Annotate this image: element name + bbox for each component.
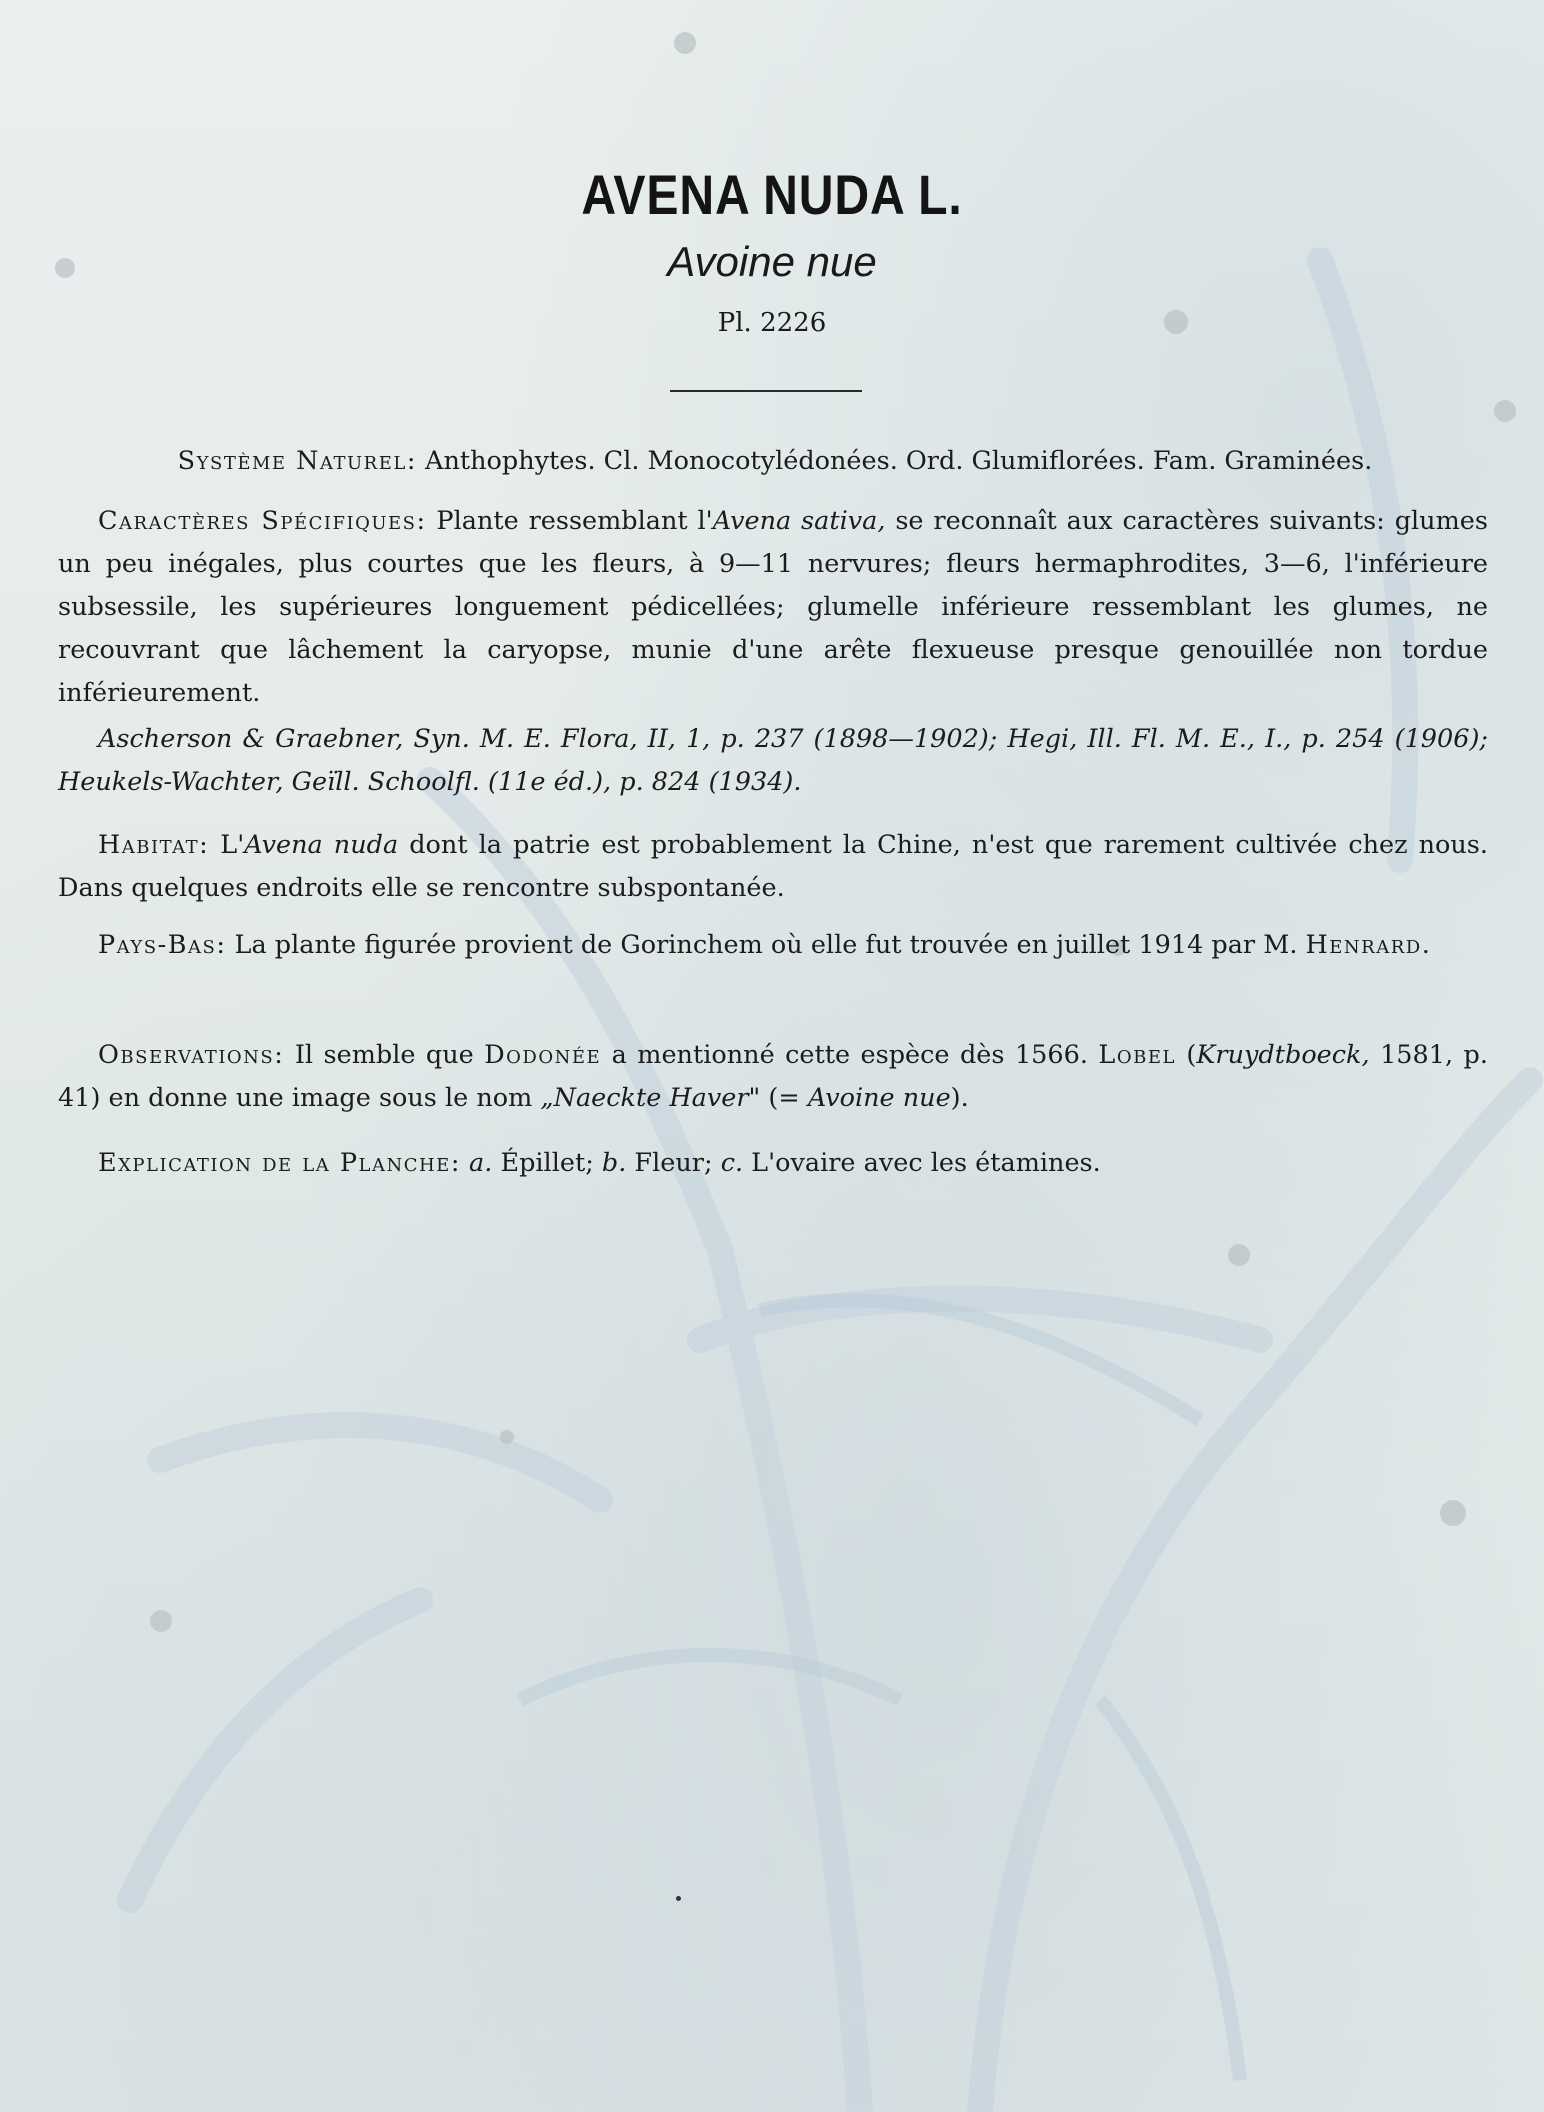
observations-italic-dutch-name: „Naeckte Haver"	[540, 1083, 761, 1113]
habitat-text-2: dont la patrie est probablement la Chine, n'est que rarement cultivée chez nous. Dans quelques endroits elle se rencontre subspontanée.	[58, 830, 1488, 903]
pays-bas-label: Pays-Bas:	[98, 930, 227, 960]
foxing-spot	[1228, 1244, 1250, 1266]
observations-text-5: (=	[760, 1083, 808, 1113]
systeme-text: Anthophytes. Cl. Monocotylédonées. Ord. Glumiflorées. Fam. Graminées.	[416, 446, 1373, 476]
observations-text-1: Il semble que	[284, 1040, 485, 1070]
habitat-italic-species: Avena nuda	[244, 830, 399, 860]
species-title: AVENA NUDA L.	[581, 163, 963, 226]
divider-rule	[670, 390, 862, 392]
explication-label: Explication de la Planche:	[98, 1148, 461, 1178]
common-name: Avoine nue	[667, 238, 877, 285]
observations-name-lobel: Lobel	[1098, 1040, 1176, 1070]
systeme-label: Système Naturel:	[177, 446, 417, 476]
observations-text-6: ).	[950, 1083, 969, 1113]
explication-text-b: Fleur;	[626, 1148, 721, 1178]
pays-bas-text-1: La plante figurée provient de Gorinchem où elle fut trouvée en juillet 1914 par M.	[226, 930, 1306, 960]
habitat-paragraph	[58, 824, 1488, 910]
pays-bas-text-2: .	[1421, 930, 1430, 960]
foxing-spot	[1440, 1500, 1466, 1526]
pays-bas-paragraph	[58, 924, 1488, 967]
foxing-spot	[1494, 400, 1516, 422]
foxing-spot	[674, 32, 696, 54]
citations-text: Ascherson & Graebner, Syn. M. E. Flora, II, 1, p. 237 (1898—1902); Hegi, Ill. Fl. M. E., I., p. 254 (1906); Heukels-Wachter, Geïll. Schoolfl. (11e éd.), p. 824 (1934).	[58, 724, 1488, 797]
explication-key-c: c.	[720, 1148, 744, 1178]
caracteres-italic-species: Avena sativa,	[712, 506, 886, 536]
caracteres-paragraph	[58, 500, 1488, 715]
explication-text-a: Épillet;	[492, 1148, 602, 1178]
pays-bas-person: Henrard	[1305, 930, 1422, 960]
observations-italic-work: Kruydtboeck,	[1196, 1040, 1370, 1070]
plate-number: Pl. 2226	[717, 308, 827, 338]
foxing-spot	[150, 1610, 172, 1632]
caracteres-text-1: Plante ressemblant l'	[426, 506, 713, 536]
explication-paragraph	[58, 1142, 1488, 1185]
observations-label: Observations:	[98, 1040, 285, 1070]
observations-italic-french-name: Avoine nue	[807, 1083, 951, 1113]
caracteres-label: Caractères Spécifiques:	[98, 506, 427, 536]
habitat-label: Habitat:	[98, 830, 210, 860]
observations-text-3: (	[1175, 1040, 1197, 1070]
explication-key-a: a.	[460, 1148, 493, 1178]
explication-text-c: L'ovaire avec les étamines.	[743, 1148, 1101, 1178]
observations-text-2: a mentionné cette espèce dès 1566.	[601, 1040, 1099, 1070]
systeme-naturel-paragraph	[40, 440, 1510, 483]
explication-key-b: b.	[601, 1148, 627, 1178]
page-dot	[676, 1896, 681, 1901]
observations-paragraph	[58, 1034, 1488, 1120]
citations-paragraph	[58, 718, 1488, 804]
habitat-text-1: L'	[209, 830, 245, 860]
observations-name-dodonee: Dodonée	[484, 1040, 602, 1070]
caracteres-text-2: se reconnaît aux caractères suivants: glumes un peu inégales, plus courtes que les fleurs, à 9—11 nervures; fleurs hermaphrodites, 3—6, l'inférieure subsessile, les supérieures longuement pédicellées; glumelle inférieure ressemblant les glumes, ne recouvrant que lâchement la caryopse, munie d'une arête flexueuse presque genouillée non tordue inférieurement.	[58, 506, 1488, 708]
observations-text-4: 1581, p. 41) en donne une image sous le nom	[58, 1040, 1488, 1113]
foxing-spot	[500, 1430, 514, 1444]
